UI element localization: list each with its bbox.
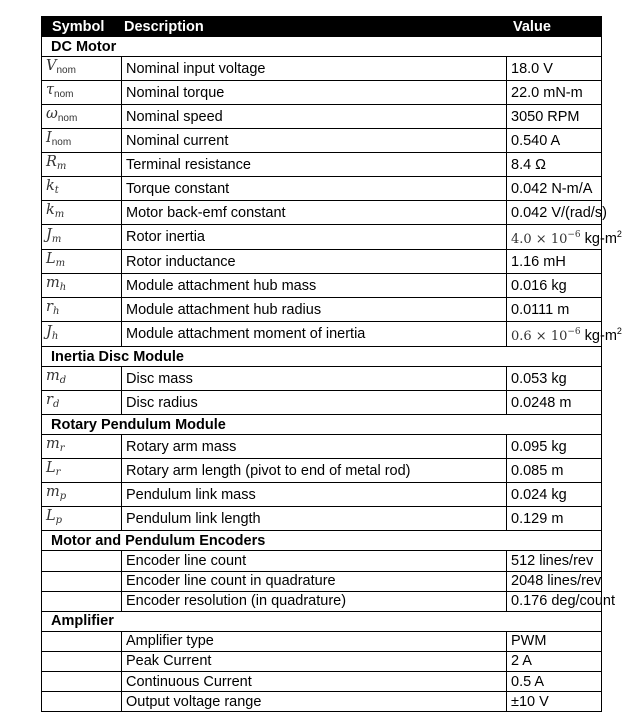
symbol-letter: τ [46,82,55,99]
header-row [42,17,602,37]
value-mantissa: 4.0 × 10 [511,232,568,248]
section-row [42,37,602,57]
value-cell [507,225,622,250]
value-cell: 0.053 kg [507,367,602,391]
symbol-cell [42,322,122,347]
table-row [42,250,602,274]
symbol-subscript: h [51,330,59,342]
table-row [42,459,602,483]
table-row [42,81,602,105]
symbol-subscript: nom [57,113,78,125]
symbol-subscript: d [52,399,60,411]
description-cell: Disc mass [122,367,507,391]
symbol-subscript: r [59,443,65,455]
symbol-cell [42,483,122,507]
header-symbol: Symbol [42,17,122,37]
value-cell: 0.5 A [507,672,602,692]
description-cell: Nominal input voltage [122,57,507,81]
symbol-cell [42,631,122,651]
table-row [42,201,602,225]
description-cell: Motor back-emf constant [122,201,507,225]
symbol-cell [42,672,122,692]
specification-table [41,16,622,712]
value-cell: ±10 V [507,692,602,712]
symbol-letter: m [46,436,60,453]
symbol-cell [42,57,122,81]
value-exponent: −6 [567,327,581,338]
value-cell: 22.0 mN-m [507,81,602,105]
table-row [42,551,602,571]
section-row [42,415,602,435]
symbol-cell [42,177,122,201]
table-row [42,177,602,201]
symbol-letter: m [46,484,60,501]
description-cell: Nominal speed [122,105,507,129]
table-row [42,631,602,651]
symbol-subscript: nom [54,89,74,101]
table-row [42,651,602,671]
symbol-cell [42,391,122,415]
symbol-letter: R [46,154,57,171]
value-cell: 8.4 Ω [507,153,602,177]
description-cell: Nominal current [122,129,507,153]
symbol-subscript: r [55,467,61,479]
table-body [42,37,622,712]
symbol-cell [42,105,122,129]
table-header [42,17,602,37]
symbol-subscript: m [51,233,62,245]
table-row [42,367,602,391]
symbol-letter: r [46,299,53,316]
description-cell: Module attachment hub radius [122,298,507,322]
value-cell: 0.129 m [507,507,602,531]
value-unit-exponent: 2 [616,229,622,240]
symbol-subscript: h [52,306,60,318]
symbol-letter: ω [46,106,58,123]
description-cell: Module attachment hub mass [122,274,507,298]
value-cell: 0.042 N-m/A [507,177,602,201]
table-row [42,507,602,531]
section-row [42,611,602,631]
table-row [42,322,602,347]
table-row [42,153,602,177]
symbol-letter: J [46,323,52,340]
table-row [42,591,602,611]
table-row [42,274,602,298]
section-title: Inertia Disc Module [42,347,602,367]
table-row [42,105,602,129]
value-cell: 0.176 deg/count [507,591,602,611]
description-cell: Rotary arm length (pivot to end of metal rod) [122,459,507,483]
description-cell: Pendulum link mass [122,483,507,507]
symbol-subscript: m [55,258,66,270]
description-cell: Encoder line count [122,551,507,571]
description-cell: Encoder resolution (in quadrature) [122,591,507,611]
symbol-cell [42,692,122,712]
section-title: Amplifier [42,611,602,631]
value-cell: 0.540 A [507,129,602,153]
section-title: Rotary Pendulum Module [42,415,602,435]
value-unit: kg-m [580,231,617,248]
symbol-cell [42,651,122,671]
value-cell: 3050 RPM [507,105,602,129]
symbol-letter: k [46,202,55,219]
table-row [42,571,602,591]
symbol-letter: L [46,460,56,477]
symbol-cell [42,153,122,177]
symbol-subscript: p [59,491,67,503]
table-row [42,391,602,415]
value-cell: 0.0248 m [507,391,602,415]
table-row [42,692,602,712]
header-description: Description [122,17,507,37]
symbol-cell [42,571,122,591]
symbol-letter: J [46,226,52,243]
value-cell: 2 A [507,651,602,671]
description-cell: Continuous Current [122,672,507,692]
description-cell: Rotor inductance [122,250,507,274]
description-cell: Terminal resistance [122,153,507,177]
value-cell: 0.0111 m [507,298,602,322]
value-cell: 0.016 kg [507,274,602,298]
section-title: DC Motor [42,37,602,57]
section-row [42,531,602,551]
symbol-cell [42,298,122,322]
symbol-letter: m [46,368,60,385]
symbol-cell [42,81,122,105]
header-value: Value [507,17,602,37]
symbol-letter: L [46,251,56,268]
symbol-letter: V [46,58,57,75]
description-cell: Torque constant [122,177,507,201]
description-cell: Rotary arm mass [122,435,507,459]
section-title: Motor and Pendulum Encoders [42,531,602,551]
value-cell: 0.024 kg [507,483,602,507]
table-row [42,435,602,459]
symbol-letter: r [46,392,53,409]
table-row [42,129,602,153]
description-cell: Output voltage range [122,692,507,712]
value-unit: kg-m [580,328,617,345]
symbol-cell [42,367,122,391]
value-cell [507,322,622,347]
symbol-cell [42,201,122,225]
description-cell: Encoder line count in quadrature [122,571,507,591]
symbol-letter: k [46,178,55,195]
value-exponent: −6 [567,230,581,241]
symbol-subscript: nom [51,137,72,149]
symbol-subscript: m [54,209,65,221]
symbol-subscript: h [59,282,67,294]
symbol-letter: I [46,130,52,147]
description-cell: Pendulum link length [122,507,507,531]
value-cell: 0.042 V/(rad/s) [507,201,602,225]
value-cell: 0.085 m [507,459,602,483]
symbol-subscript: d [59,375,67,387]
description-cell: Nominal torque [122,81,507,105]
symbol-cell [42,459,122,483]
value-cell: 512 lines/rev [507,551,602,571]
table-row [42,57,602,81]
value-cell: 0.095 kg [507,435,602,459]
description-cell: Rotor inertia [122,225,507,250]
table-row [42,483,602,507]
value-cell: PWM [507,631,602,651]
symbol-subscript: t [54,185,59,197]
symbol-subscript: p [55,515,63,527]
symbol-letter: L [46,508,56,525]
symbol-subscript: m [56,161,67,173]
symbol-cell [42,551,122,571]
symbol-cell [42,507,122,531]
value-cell: 2048 lines/rev [507,571,602,591]
section-row [42,347,602,367]
table-row [42,298,602,322]
value-cell: 1.16 mH [507,250,602,274]
table-row [42,672,602,692]
symbol-cell [42,250,122,274]
symbol-letter: m [46,275,60,292]
value-cell: 18.0 V [507,57,602,81]
symbol-cell [42,274,122,298]
symbol-cell [42,225,122,250]
symbol-subscript: nom [56,65,76,77]
description-cell: Module attachment moment of inertia [122,322,507,347]
value-mantissa: 0.6 × 10 [511,329,568,345]
description-cell: Disc radius [122,391,507,415]
symbol-cell [42,591,122,611]
symbol-cell [42,435,122,459]
description-cell: Amplifier type [122,631,507,651]
symbol-cell [42,129,122,153]
value-unit-exponent: 2 [616,326,622,337]
table-row [42,225,602,250]
description-cell: Peak Current [122,651,507,671]
